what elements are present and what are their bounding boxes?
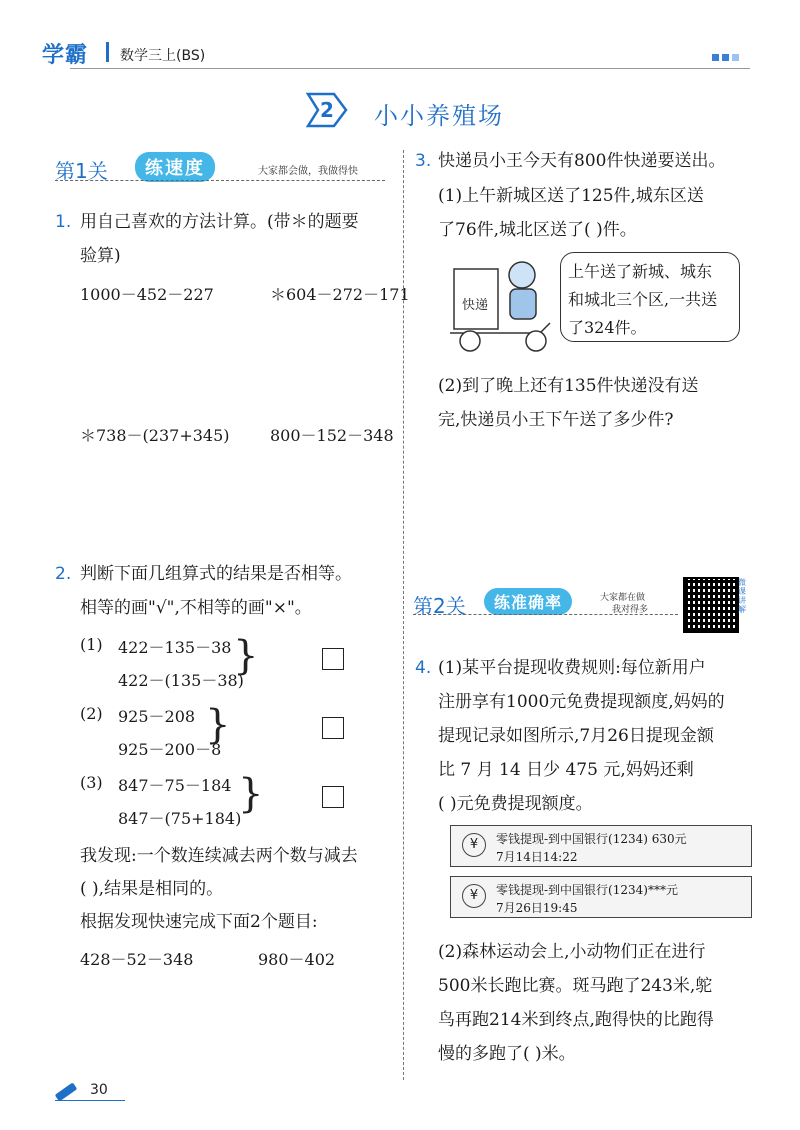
q4-number: 4. — [415, 658, 432, 678]
level2-pill: 练准确率 — [484, 588, 572, 615]
q2-group-label: (3) — [80, 773, 103, 792]
record-title: 零钱提现-到中国银行(1234) 630元 — [496, 832, 687, 846]
qr-code-icon[interactable] — [683, 577, 739, 633]
q1-text-line1: 用自己喜欢的方法计算。(带＊的题要 — [80, 212, 359, 232]
q2-quick-line: 根据发现快速完成下面2个题目: — [80, 912, 318, 932]
answer-box[interactable] — [322, 717, 344, 739]
subject-label: 数学三上(BS) — [120, 48, 206, 64]
unit-title: 小小养殖场 — [374, 102, 504, 130]
level1-pill: 练速度 — [135, 152, 215, 182]
q2-quick-expr-1: 428－52－348 — [80, 950, 194, 969]
level2-label: 第2关 — [413, 594, 466, 618]
answer-box[interactable] — [322, 786, 344, 808]
brand-divider — [106, 42, 109, 62]
q4-p1-line3: 提现记录如图所示,7月26日提现金额 — [438, 726, 714, 746]
q4-p2-line4[interactable]: 慢的多跑了( )米。 — [438, 1044, 576, 1064]
q2-group-expr-a: 925－208 — [118, 707, 196, 726]
bubble-line: 了324件。 — [568, 318, 647, 337]
footer-rule — [55, 1100, 125, 1101]
q2-group-label: (1) — [80, 635, 103, 654]
header-rule — [70, 68, 750, 69]
q2-finding-line1: 我发现:一个数连续减去两个数与减去 — [80, 846, 358, 866]
q2-group-label: (2) — [80, 704, 103, 723]
q1-expr-2: ＊604－272－171 — [270, 285, 410, 304]
bubble-line: 上午送了新城、城东 — [568, 262, 713, 281]
unit-number: 2 — [320, 98, 334, 122]
q4-p2-line1: (2)森林运动会上,小动物们正在进行 — [438, 942, 706, 962]
q2-text-line1: 判断下面几组算式的结果是否相等。 — [80, 564, 352, 584]
qr-side-text: 微课讲解 — [738, 578, 746, 614]
q2-finding-line2[interactable]: ( ),结果是相同的。 — [80, 879, 224, 899]
q2-group-expr-a: 847－75－184 — [118, 776, 232, 795]
bubble-text — [568, 258, 746, 342]
q2-group-expr-b: 925－200－8 — [118, 740, 222, 759]
q2-group-expr-b: 847－(75+184) — [118, 809, 242, 828]
level2-underline — [413, 614, 678, 616]
q2-text-line2: 相等的画"√",不相等的画"×"。 — [80, 598, 312, 618]
page-number: 30 — [90, 1082, 108, 1098]
level2-slogan-line1: 大家都在做 — [600, 593, 646, 603]
q1-number: 1. — [55, 212, 72, 232]
q4-p2-line3: 鸟再跑214米到终点,跑得快的比跑得 — [438, 1010, 714, 1030]
q4-p1-line2: 注册享有1000元免费提现额度,妈妈的 — [438, 692, 725, 712]
pen-icon — [55, 1082, 78, 1101]
q1-text-line2: 验算) — [80, 246, 121, 266]
brace-icon: } — [205, 702, 231, 748]
courier-illustration — [440, 255, 560, 355]
level1-underline — [55, 180, 385, 182]
q1-expr-3: ＊738－(237+345) — [80, 426, 230, 445]
header-decoration — [712, 54, 719, 61]
q1-expr-4: 800－152－348 — [270, 426, 394, 445]
header-decoration — [722, 54, 729, 61]
record-time: 7月26日19:45 — [496, 901, 578, 915]
q3-p2-line1: (2)到了晚上还有135件快递没有送 — [438, 376, 699, 396]
brace-icon: } — [238, 771, 264, 817]
level1-slogan: 大家都会做，我做得快 — [258, 166, 358, 177]
record-title: 零钱提现-到中国银行(1234)***元 — [496, 883, 678, 897]
q2-quick-expr-2: 980－402 — [258, 950, 336, 969]
q3-p1-line2[interactable]: 了76件,城北区送了( )件。 — [438, 220, 637, 240]
bubble-line: 和城北三个区,一共送 — [568, 290, 718, 309]
q2-number: 2. — [55, 564, 72, 584]
q3-number: 3. — [415, 151, 432, 171]
record-time: 7月14日14:22 — [496, 850, 578, 864]
q3-p1-line1: (1)上午新城区送了125件,城东区送 — [438, 186, 704, 206]
header-decoration — [732, 54, 739, 61]
q1-expr-1: 1000－452－227 — [80, 285, 214, 304]
courier-box-label: 快递 — [462, 298, 489, 313]
yen-icon: ¥ — [462, 833, 486, 857]
answer-box[interactable] — [322, 648, 344, 670]
q4-p1-line1: (1)某平台提现收费规则:每位新用户 — [438, 658, 706, 678]
brand-logo: 学霸 — [42, 43, 89, 68]
level1-label: 第1关 — [55, 159, 108, 183]
q4-p2-line2: 500米长跑比赛。斑马跑了243米,鸵 — [438, 976, 713, 996]
q4-p1-line5[interactable]: ( )元免费提现额度。 — [438, 794, 593, 814]
q4-p1-line4: 比 7 月 14 日少 475 元,妈妈还剩 — [438, 760, 694, 780]
brace-icon: } — [233, 633, 259, 679]
q3-p2-line2: 完,快递员小王下午送了多少件? — [438, 410, 674, 430]
level2-slogan-line2: 我对得多 — [612, 605, 649, 615]
yen-icon: ¥ — [462, 884, 486, 908]
q3-text-line1: 快递员小王今天有800件快递要送出。 — [438, 151, 726, 171]
q2-group-expr-b: 422－(135－38) — [118, 671, 244, 690]
q2-group-expr-a: 422－135－38 — [118, 638, 232, 657]
